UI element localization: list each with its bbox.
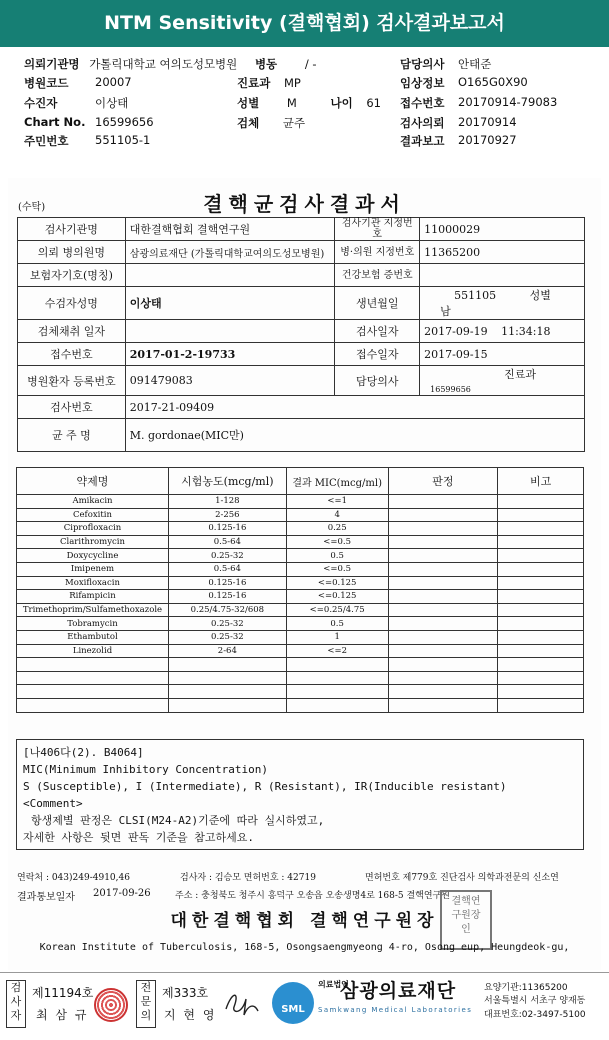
table-cell — [498, 630, 584, 644]
hdr-row-4 — [24, 115, 154, 129]
table-cell — [388, 603, 498, 617]
org-name: 삼광의료재단 — [340, 980, 457, 1002]
table-cell: 1 — [286, 630, 388, 644]
table-cell — [286, 698, 388, 712]
value: 20170914 — [458, 115, 517, 129]
hdr-row-2 — [24, 75, 132, 91]
table-row — [17, 562, 584, 576]
sex-value: 남 — [440, 305, 451, 318]
comment-code: [나406다(2). B4064] — [23, 746, 144, 759]
table-cell: <=1 — [286, 495, 388, 509]
table-row — [17, 590, 584, 604]
cell-label: 접수번호 — [18, 343, 126, 366]
table-row — [18, 320, 585, 343]
table-cell — [388, 617, 498, 631]
comment-line: <Comment> — [23, 797, 83, 810]
table-cell — [286, 685, 388, 699]
column-header: 비고 — [498, 468, 584, 495]
table-cell: 0.25-32 — [168, 617, 286, 631]
label: 수진자 — [24, 96, 58, 110]
table-cell — [388, 522, 498, 536]
table-cell: 0.125-16 — [168, 590, 286, 604]
doctor-license: 제333호 — [162, 986, 209, 1000]
table-cell — [388, 698, 498, 712]
comment-line: MIC(Minimum Inhibitory Concentration) — [23, 763, 269, 776]
value: / - — [304, 57, 317, 71]
label: 검체 — [237, 116, 260, 130]
table-row — [18, 241, 585, 264]
label: Chart No. — [24, 115, 86, 129]
cell-value: 2017-21-09409 — [125, 396, 584, 419]
value: 551105-1 — [95, 133, 151, 147]
table-row — [17, 535, 584, 549]
seal-text: 결핵연구원장인 — [451, 896, 481, 935]
value: 가톨릭대학교 여의도성모병원 — [89, 57, 238, 71]
table-cell — [17, 698, 169, 712]
cell-label: 생년월일 — [335, 287, 420, 320]
table-cell — [286, 658, 388, 672]
table-cell — [498, 549, 584, 563]
dept-value: 16599656 — [430, 385, 471, 394]
tester-tag: 검사자 — [6, 980, 26, 1028]
table-cell — [388, 535, 498, 549]
test-date: 2017-09-19 — [424, 324, 488, 338]
hdr-col3-row5 — [400, 133, 517, 149]
table-row — [18, 419, 585, 452]
table-cell: 0.5 — [286, 617, 388, 631]
table-cell — [286, 671, 388, 685]
table-cell: 1-128 — [168, 495, 286, 509]
label: 결과보고 — [400, 134, 445, 148]
address: 주소 : 충청북도 청주시 흥덕구 오송읍 오송생명4로 168-5 결핵연구원 — [175, 891, 450, 901]
table-cell: 0.25/4.75-32/608 — [168, 603, 286, 617]
table-cell — [498, 603, 584, 617]
table-row — [18, 396, 585, 419]
table-cell — [498, 576, 584, 590]
value: MP — [283, 76, 301, 90]
cell-value — [125, 264, 335, 287]
table-cell: Moxifloxacin — [17, 576, 169, 590]
cell-label: 보험자기호(명칭) — [18, 264, 126, 287]
report-title: NTM Sensitivity (결핵협회) 검사결과보고서 — [0, 0, 609, 47]
cell-value: 11000029 — [420, 218, 585, 241]
table-row — [17, 644, 584, 658]
label: 진료과 — [237, 76, 271, 90]
org-tag: 의료법인 — [318, 980, 349, 989]
table-cell — [17, 671, 169, 685]
label: 주민번호 — [24, 134, 69, 148]
table-row — [17, 671, 584, 685]
table-cell: 0.5 — [286, 549, 388, 563]
birth-value: 551105 — [454, 289, 497, 302]
tester-info: 검사자 : 김승모 면허번호 : 42719 — [180, 873, 316, 883]
dept-label: 진료과 — [504, 368, 537, 381]
notify-date: 2017-09-26 — [93, 888, 151, 899]
org-address: 서울특별시 서초구 양재동 — [484, 996, 586, 1006]
cell-value — [420, 264, 585, 287]
table-cell: Linezolid — [17, 644, 169, 658]
hdr-row-1 — [24, 56, 317, 72]
cell-value — [420, 287, 585, 320]
table-cell: 0.5-64 — [168, 535, 286, 549]
table-cell — [17, 658, 169, 672]
table-row — [18, 366, 585, 396]
table-cell — [388, 644, 498, 658]
label: 의뢰기관명 — [24, 57, 80, 71]
table-cell — [498, 590, 584, 604]
table-cell: Rifampicin — [17, 590, 169, 604]
table-cell: <=0.5 — [286, 535, 388, 549]
value: 균주 — [282, 116, 306, 130]
english-address: Korean Institute of Tuberculosis, 168-5, Osongsaengmyeong 4-ro, Osong eup, Heungdeok-gu, — [39, 942, 570, 953]
table-cell: 2-256 — [168, 508, 286, 522]
table-cell: 0.125-16 — [168, 576, 286, 590]
license-info: 면허번호 제779호 진단검사 의학과전문의 신소연 — [365, 873, 559, 883]
hdr-row-5 — [24, 133, 151, 149]
value: 20170927 — [458, 133, 517, 147]
table-cell — [498, 522, 584, 536]
cell-value: 이상태 — [125, 287, 335, 320]
table-cell: 4 — [286, 508, 388, 522]
table-cell — [498, 508, 584, 522]
table-cell — [168, 698, 286, 712]
signature-icon — [222, 985, 262, 1021]
hdr-col3-row3 — [400, 95, 558, 111]
tester-name: 최 삼 규 — [36, 1008, 89, 1022]
value: 안태준 — [458, 57, 492, 71]
table-cell: Trimethoprim/Sulfamethoxazole — [17, 603, 169, 617]
tester-license: 제11194호 — [32, 986, 94, 1000]
hdr-col2-row4 — [237, 115, 305, 131]
contact: 연락처 : 043)249-4910,46 — [17, 873, 130, 883]
table-cell — [388, 549, 498, 563]
cell-value: 11365200 — [420, 241, 585, 264]
table-cell — [388, 671, 498, 685]
table-cell — [498, 495, 584, 509]
table-cell — [168, 671, 286, 685]
table-cell — [498, 644, 584, 658]
cell-label: 검사번호 — [18, 396, 126, 419]
table-cell: Imipenem — [17, 562, 169, 576]
table-cell — [498, 562, 584, 576]
institute-name: 대한결핵협회 결핵연구원장 — [170, 911, 439, 931]
table-cell: 0.25-32 — [168, 630, 286, 644]
comment-line: S (Susceptible), I (Intermediate), R (Resistant), IR(Inducible resistant) — [23, 780, 507, 793]
notify-label: 결과통보일자 — [17, 892, 75, 903]
label: 임상정보 — [400, 76, 445, 90]
table-row — [17, 508, 584, 522]
cell-label: 수검자성명 — [18, 287, 126, 320]
hdr-col3-row1 — [400, 56, 492, 72]
column-header: 결과 MIC(mcg/ml) — [286, 468, 388, 495]
table-row — [17, 603, 584, 617]
table-cell: Amikacin — [17, 495, 169, 509]
org-name-en: Samkwang Medical Laboratories — [318, 1006, 473, 1014]
org-phone: 대표번호:02-3497-5100 — [484, 1010, 586, 1020]
table-row — [17, 698, 584, 712]
column-header: 판정 — [388, 468, 498, 495]
document-title: 결핵균검사결과서 — [203, 192, 406, 216]
cell-label: 의뢰 병의원명 — [18, 241, 126, 264]
table-header-row — [17, 468, 584, 495]
table-row — [17, 576, 584, 590]
table-row — [18, 264, 585, 287]
cell-label: 검사기관 지정번호 — [335, 218, 420, 241]
table-cell — [388, 495, 498, 509]
table-cell: <=2 — [286, 644, 388, 658]
table-cell — [498, 685, 584, 699]
table-cell: Tobramycin — [17, 617, 169, 631]
hdr-col2-row3 — [237, 95, 381, 111]
table-cell — [498, 617, 584, 631]
table-cell: 0.5-64 — [168, 562, 286, 576]
table-cell: Doxycycline — [17, 549, 169, 563]
institute-seal — [440, 890, 492, 950]
table-cell: Ethambutol — [17, 630, 169, 644]
table-row — [17, 617, 584, 631]
tester-seal-icon — [94, 988, 128, 1022]
info-table — [17, 217, 585, 452]
consign-mark: (수탁) — [18, 202, 46, 213]
table-cell: <=0.25/4.75 — [286, 603, 388, 617]
value: 20170914-79083 — [458, 95, 558, 109]
mic-table-body — [17, 495, 584, 713]
table-cell — [388, 562, 498, 576]
cell-value: M. gordonae(MIC만) — [125, 419, 584, 452]
cell-label: 접수일자 — [335, 343, 420, 366]
cell-value: 2017-09-15 — [420, 343, 585, 366]
cell-label: 균 주 명 — [18, 419, 126, 452]
value: O165G0X90 — [458, 75, 528, 89]
cell-value — [125, 320, 335, 343]
label: 나이 — [330, 96, 353, 110]
table-row — [17, 495, 584, 509]
cell-label: 검사일자 — [335, 320, 420, 343]
value: 이상태 — [95, 96, 129, 110]
test-time: 11:34:18 — [501, 324, 551, 338]
table-cell: 2-64 — [168, 644, 286, 658]
table-cell — [168, 685, 286, 699]
table-cell: Cefoxitin — [17, 508, 169, 522]
cell-value: 091479083 — [125, 366, 335, 396]
label: 성별 — [237, 96, 260, 110]
table-cell: <=0.125 — [286, 590, 388, 604]
table-cell — [388, 590, 498, 604]
comment-box — [16, 739, 584, 850]
comment-line: 항생제별 판정은 CLSI(M24-A2)기준에 따라 실시하였고, — [31, 814, 325, 827]
mic-table — [16, 467, 584, 713]
label: 접수번호 — [400, 96, 445, 110]
cell-label: 검사기관명 — [18, 218, 126, 241]
table-cell — [498, 698, 584, 712]
table-cell: <=0.5 — [286, 562, 388, 576]
cell-value: 대한결핵협회 결핵연구원 — [125, 218, 335, 241]
table-cell — [388, 630, 498, 644]
cell-label: 담당의사 — [335, 366, 420, 396]
table-cell: Ciprofloxacin — [17, 522, 169, 536]
table-cell — [168, 658, 286, 672]
value: 20007 — [95, 75, 132, 89]
value: 16599656 — [95, 115, 154, 129]
cell-label: 건강보험 증번호 — [335, 264, 420, 287]
cell-label: 검체채취 일자 — [18, 320, 126, 343]
table-cell: 0.25-32 — [168, 549, 286, 563]
cell-value — [420, 320, 585, 343]
table-cell — [17, 685, 169, 699]
table-row — [17, 630, 584, 644]
table-cell — [388, 508, 498, 522]
table-row — [18, 287, 585, 320]
table-row — [17, 685, 584, 699]
table-row — [17, 658, 584, 672]
sml-logo-icon — [272, 982, 314, 1024]
doctor-name: 지 현 영 — [164, 1008, 217, 1022]
org-code: 요양기관:11365200 — [484, 983, 568, 993]
table-cell: Clarithromycin — [17, 535, 169, 549]
table-row — [18, 218, 585, 241]
hdr-col3-row4 — [400, 115, 517, 131]
column-header: 약제명 — [17, 468, 169, 495]
label: 병원코드 — [24, 76, 69, 90]
table-cell — [388, 576, 498, 590]
cell-value: 2017-01-2-19733 — [125, 343, 335, 366]
value: M — [286, 96, 297, 110]
table-row — [17, 549, 584, 563]
sex-label: 성별 — [529, 289, 551, 302]
label: 병동 — [254, 57, 278, 71]
table-row — [17, 522, 584, 536]
table-cell: <=0.125 — [286, 576, 388, 590]
doctor-tag: 전문의 — [136, 980, 156, 1028]
table-cell — [498, 671, 584, 685]
cell-label: 병원환자 등록번호 — [18, 366, 126, 396]
table-row — [18, 343, 585, 366]
hdr-row-3 — [24, 95, 129, 111]
column-header: 시험농도(mcg/ml) — [168, 468, 286, 495]
table-cell — [388, 658, 498, 672]
table-cell — [498, 658, 584, 672]
table-cell: 0.125-16 — [168, 522, 286, 536]
table-cell — [388, 685, 498, 699]
hdr-col2-row2 — [237, 75, 301, 91]
label: 검사의뢰 — [400, 116, 445, 130]
cell-label: 병·의원 지정번호 — [335, 241, 420, 264]
cell-value — [420, 366, 585, 396]
cell-value: 삼광의료재단 (가톨릭대학교여의도성모병원) — [125, 241, 335, 264]
table-cell: 0.25 — [286, 522, 388, 536]
value: 61 — [366, 96, 381, 110]
comment-line: 자세한 사항은 뒷면 판독 기준을 참고하세요. — [23, 831, 255, 844]
table-cell — [498, 535, 584, 549]
hdr-col3-row2 — [400, 75, 528, 91]
label: 담당의사 — [400, 57, 445, 71]
logo-badge: SML — [281, 1004, 305, 1015]
